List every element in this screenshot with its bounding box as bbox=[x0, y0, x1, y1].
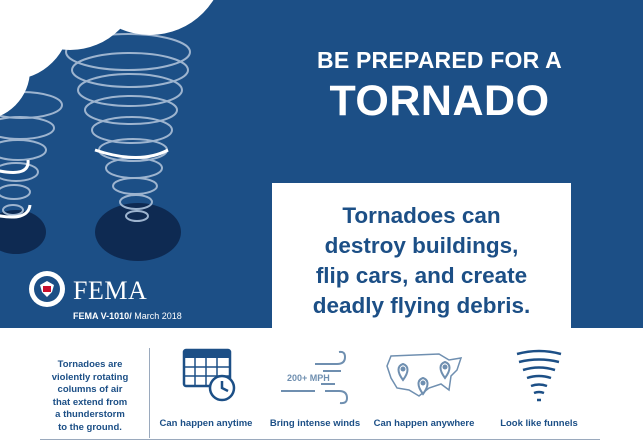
storm-cloud bbox=[0, 0, 225, 120]
headline-top: BE PREPARED FOR A bbox=[317, 47, 562, 73]
fact-line: deadly flying debris. bbox=[312, 293, 531, 318]
feature-label: Can happen anytime bbox=[159, 418, 253, 429]
definition-line: violently rotating bbox=[51, 371, 129, 383]
feature-label: Look like funnels bbox=[500, 418, 578, 429]
feature-anywhere bbox=[364, 346, 484, 432]
feature-winds bbox=[255, 346, 375, 432]
definition-line: to the ground. bbox=[58, 421, 122, 433]
tornado-funnel-right bbox=[66, 34, 190, 221]
publication-date: March 2018 bbox=[131, 311, 182, 321]
definition-line: Tornadoes are bbox=[57, 359, 123, 370]
wind-speed-text: 200+ MPH bbox=[287, 373, 330, 383]
definition-line: that extend from bbox=[52, 396, 128, 408]
dhs-seal-icon bbox=[28, 270, 66, 308]
fact-line: flip cars, and create bbox=[315, 263, 528, 288]
feature-anytime bbox=[146, 346, 266, 432]
publication-code: FEMA V-1010/ bbox=[73, 311, 132, 321]
fact-line: Tornadoes can bbox=[342, 203, 501, 228]
definition-line: columns of air bbox=[57, 384, 123, 395]
funnel-tornado-icon bbox=[509, 346, 569, 408]
fact-callout-text bbox=[272, 201, 571, 321]
feature-label: Bring intense winds bbox=[269, 418, 361, 429]
publication-id bbox=[73, 311, 182, 321]
fact-line: destroy buildings, bbox=[324, 233, 519, 258]
fema-logo-text: FEMA bbox=[73, 276, 148, 305]
feature-label: Can happen anywhere bbox=[373, 418, 475, 429]
headline-main: TORNADO bbox=[329, 77, 550, 125]
feature-funnels bbox=[479, 346, 599, 432]
calendar-clock-icon bbox=[171, 346, 241, 406]
definition-line: a thunderstorm bbox=[55, 409, 125, 420]
bottom-rule bbox=[40, 439, 600, 440]
us-map-pins-icon bbox=[379, 346, 469, 406]
info-strip bbox=[0, 328, 643, 446]
wind-icon bbox=[275, 346, 355, 406]
fact-callout-box bbox=[272, 183, 571, 328]
debris-streak bbox=[0, 160, 28, 172]
tornado-definition bbox=[40, 359, 140, 434]
